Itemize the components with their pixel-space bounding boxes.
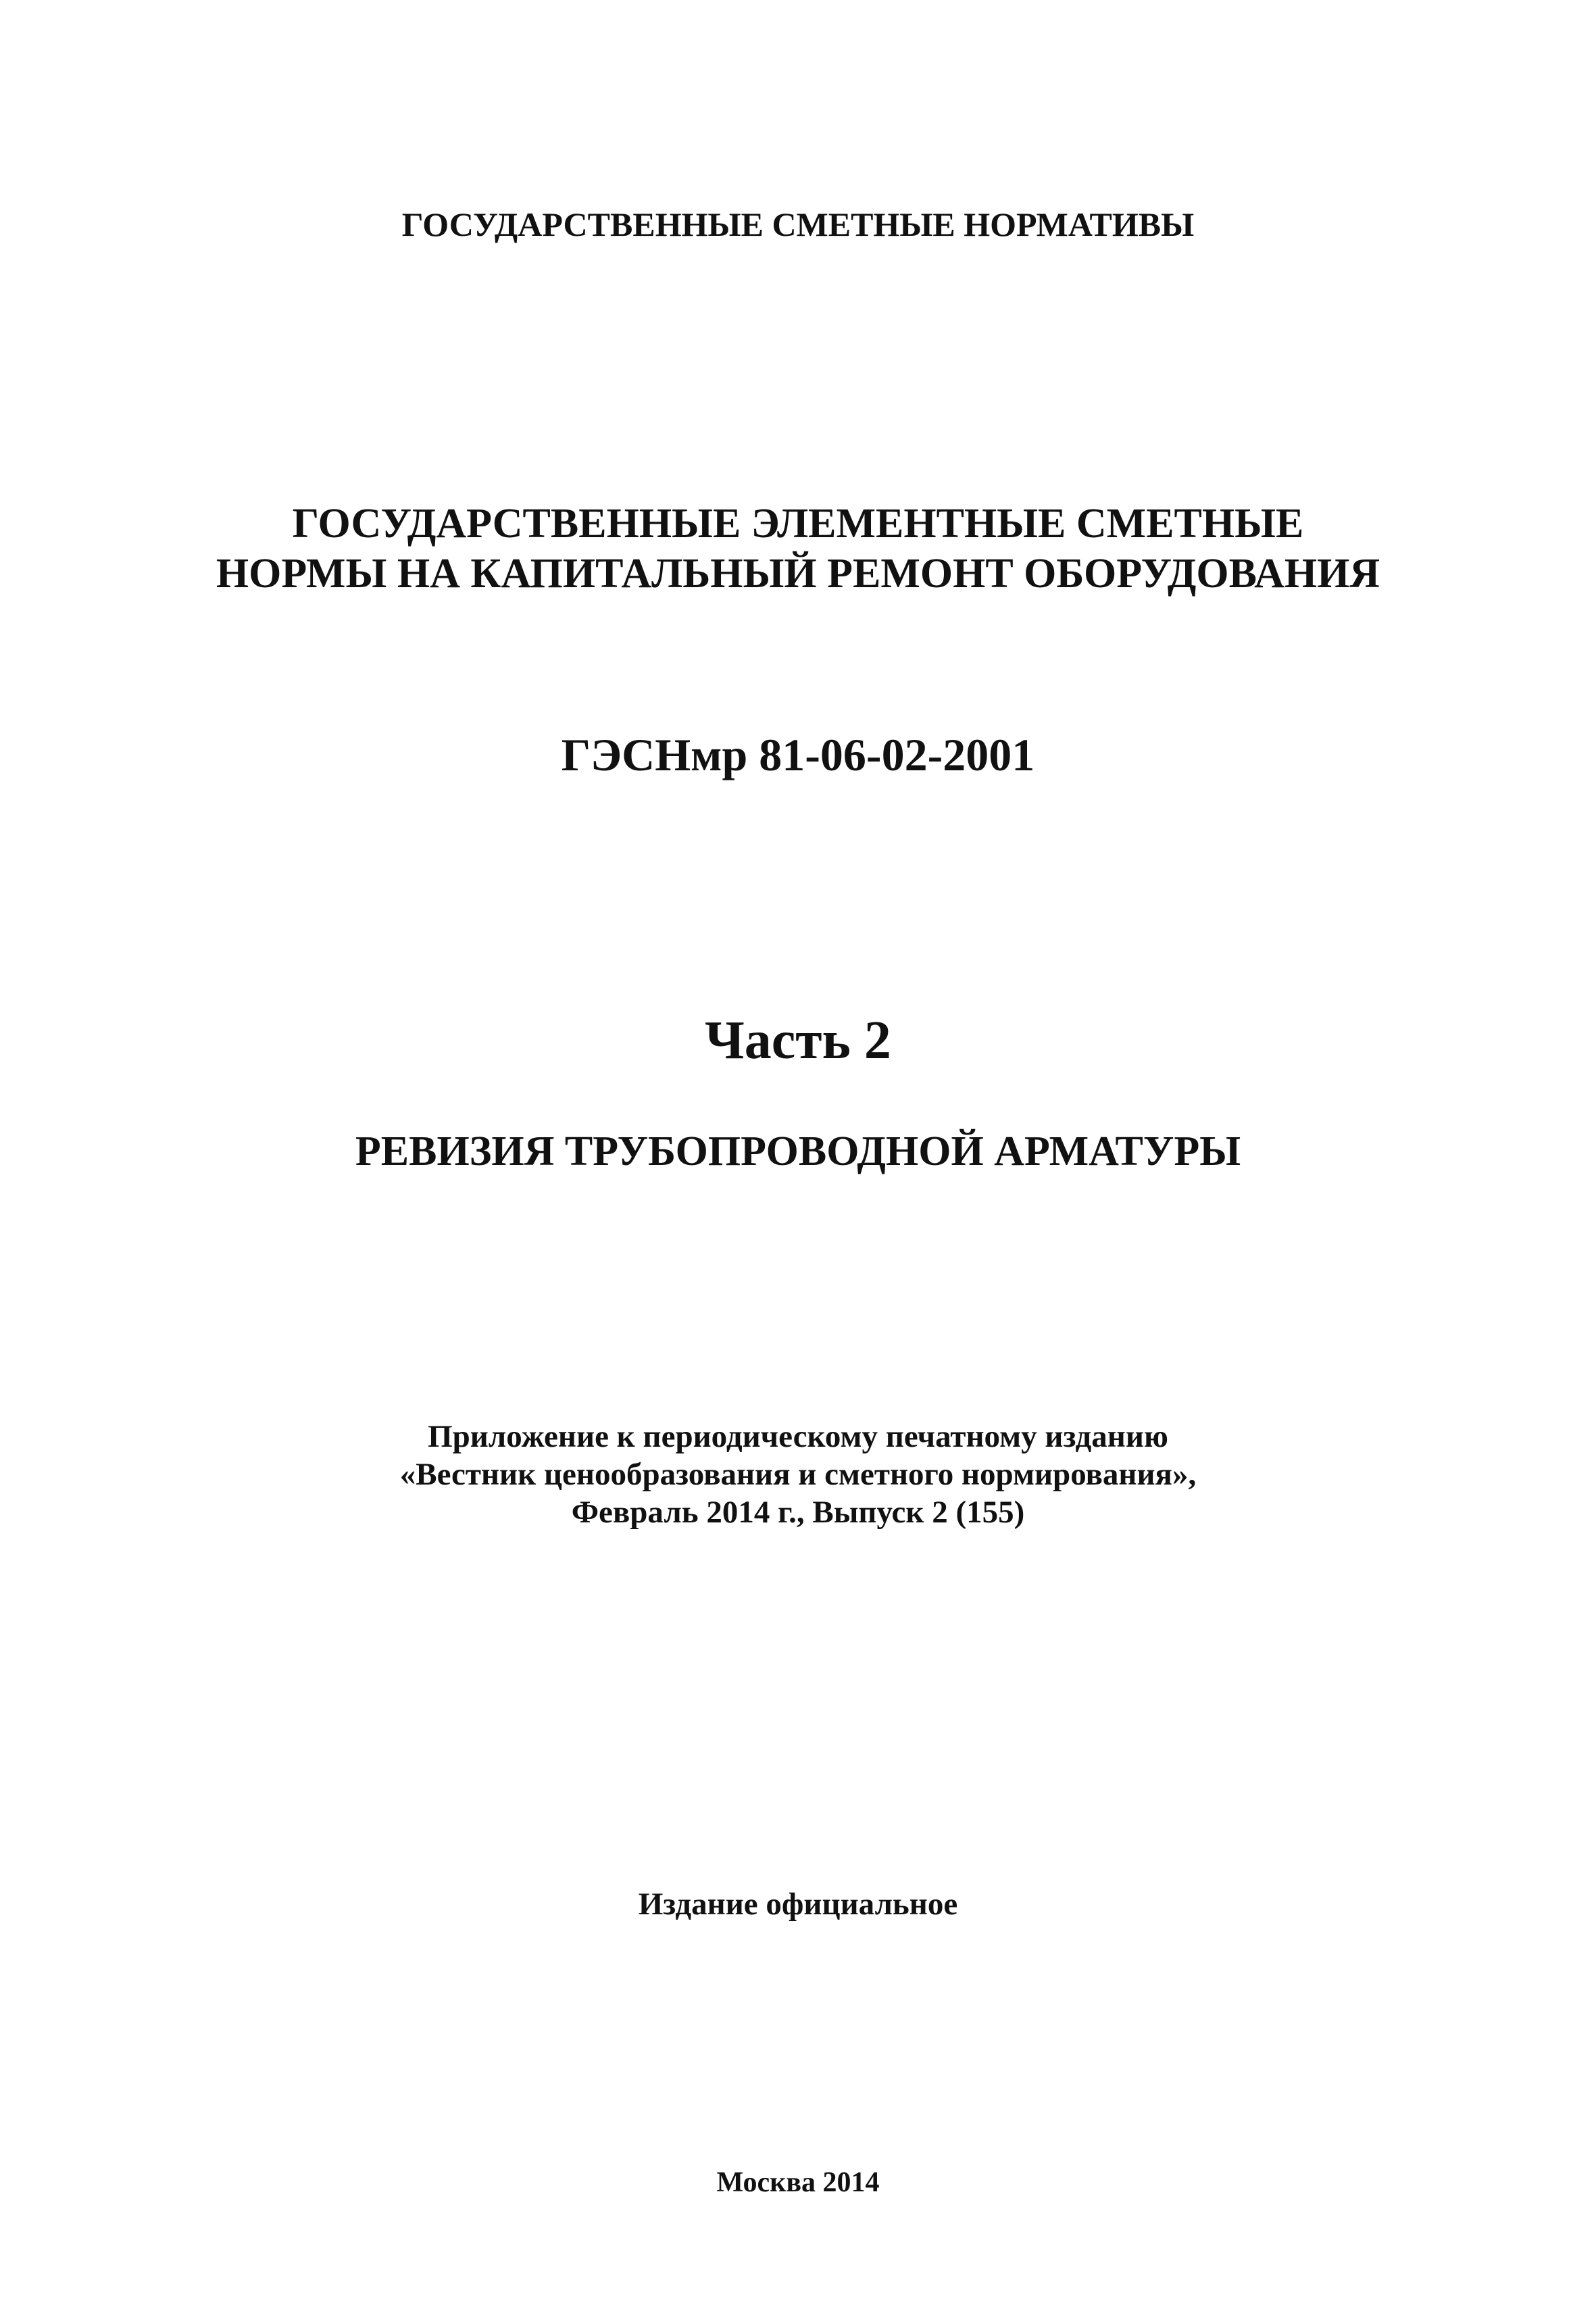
document-title bbox=[0, 499, 1596, 599]
appendix-line-2: «Вестник ценообразования и сметного нормирования», bbox=[399, 1457, 1197, 1492]
part-number: Часть 2 bbox=[705, 1011, 891, 1070]
appendix-line-1: Приложение к периодическому печатному изданию bbox=[428, 1419, 1168, 1454]
document-code: ГЭСНмр 81-06-02-2001 bbox=[561, 729, 1035, 780]
city-year: Москва 2014 bbox=[716, 2167, 880, 2198]
part-subtitle: РЕВИЗИЯ ТРУБОПРОВОДНОЙ АРМАТУРЫ bbox=[355, 1128, 1241, 1174]
standards-series-heading: ГОСУДАРСТВЕННЫЕ СМЕТНЫЕ НОРМАТИВЫ bbox=[401, 205, 1195, 243]
document-title-line-2: НОРМЫ НА КАПИТАЛЬНЫЙ РЕМОНТ ОБОРУДОВАНИЯ bbox=[216, 551, 1380, 597]
edition-label: Издание официальное bbox=[638, 1887, 958, 1922]
document-title-line-1: ГОСУДАРСТВЕННЫЕ ЭЛЕМЕНТНЫЕ СМЕТНЫЕ bbox=[292, 501, 1304, 547]
appendix-line-3: Февраль 2014 г., Выпуск 2 (155) bbox=[571, 1495, 1025, 1530]
publication-appendix-note bbox=[0, 1418, 1596, 1531]
